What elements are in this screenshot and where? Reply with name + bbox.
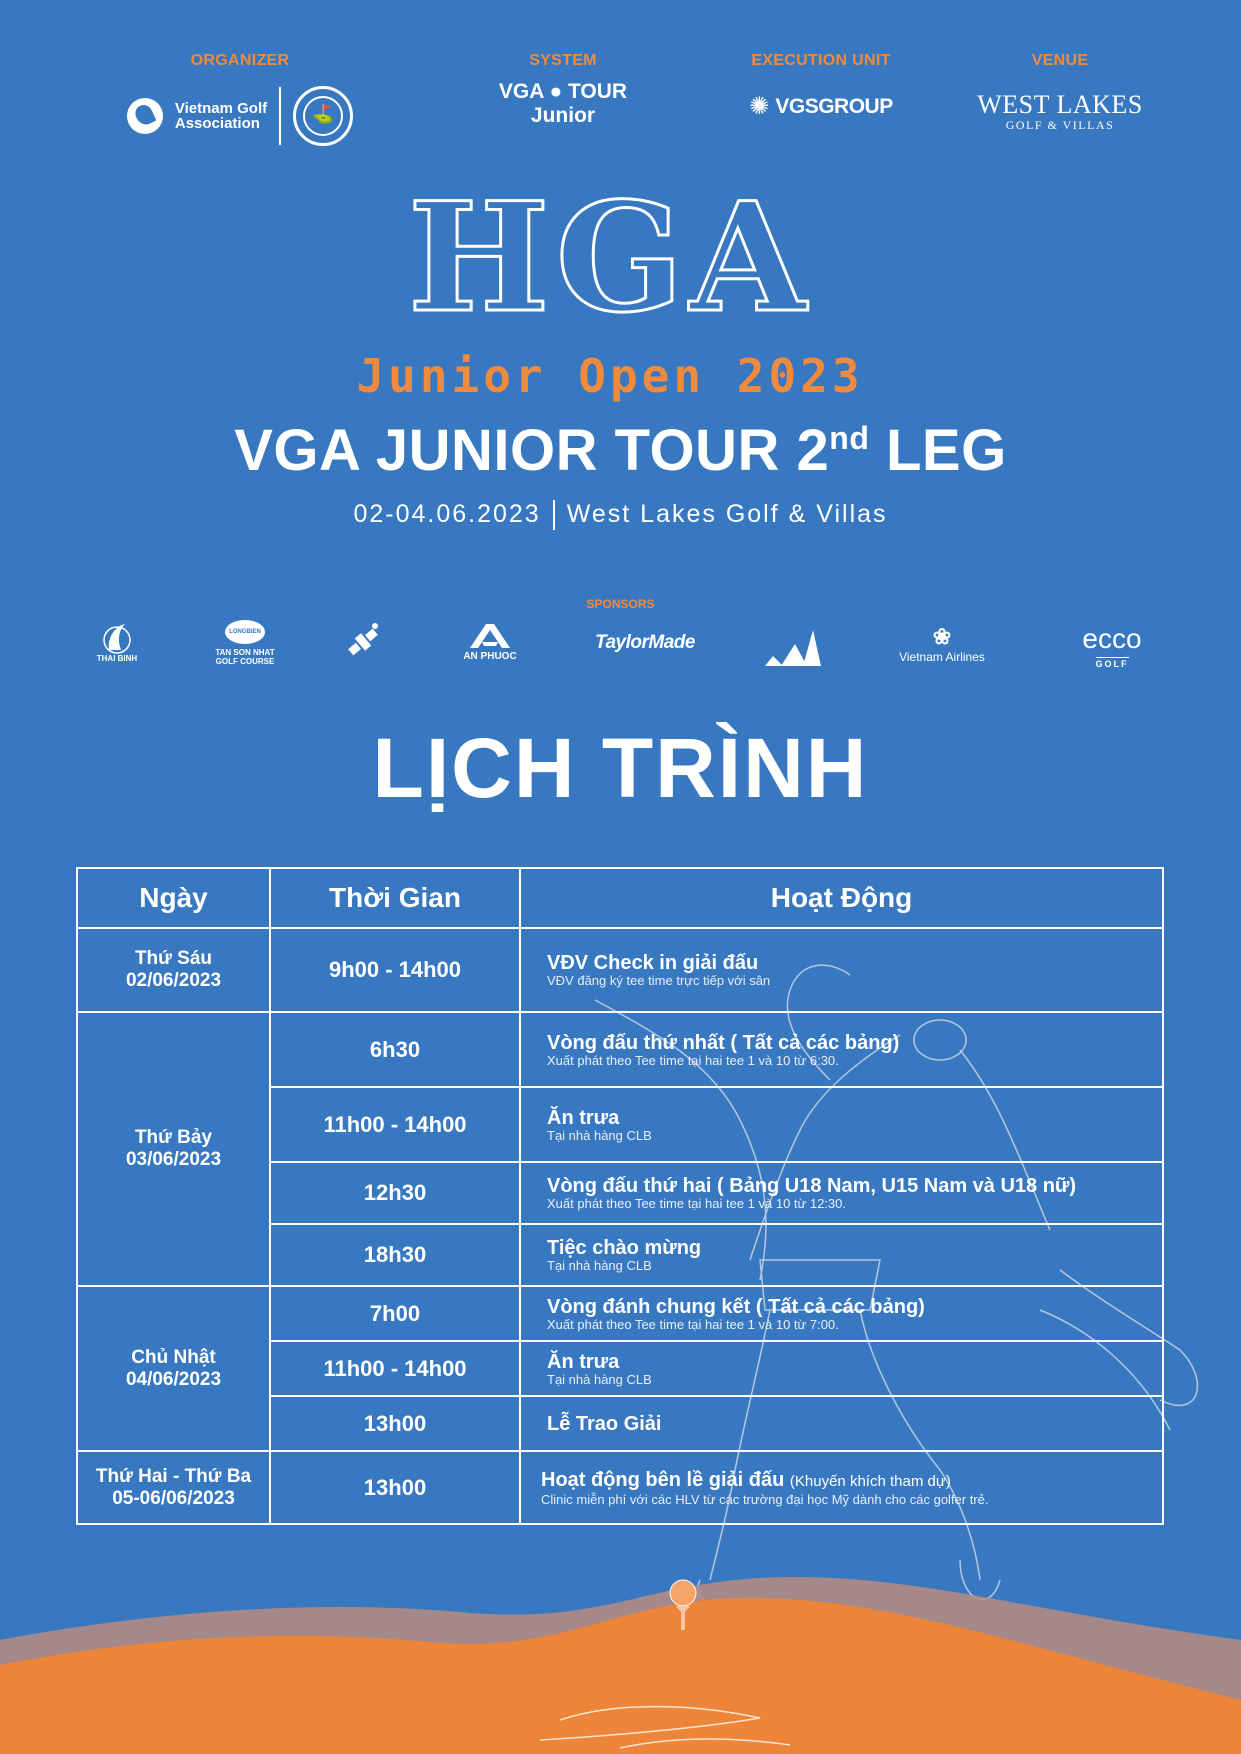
vgs-figures-icon: ✺ bbox=[749, 93, 770, 120]
event-dates: 02-04.06.2023 bbox=[353, 500, 541, 528]
ecco-golf-sub: GOLF bbox=[1095, 659, 1129, 669]
activity-detail: Clinic miễn phí với các HLV từ các trường đại học Mỹ dành cho các golfer trẻ. bbox=[541, 1491, 989, 1507]
lotus-logo-icon: ❀ bbox=[932, 624, 952, 649]
activity-detail: Tại nhà hàng CLB bbox=[547, 1127, 652, 1143]
sponsor-vietnam-airlines bbox=[882, 624, 1002, 664]
time-cell: 13h00 bbox=[270, 1396, 520, 1451]
thai-binh-label: THAI BINH bbox=[96, 654, 138, 663]
venue-block bbox=[970, 52, 1150, 133]
wave-front bbox=[0, 1598, 1241, 1754]
day-name: Thứ Bảy bbox=[134, 1127, 213, 1148]
activity-cell bbox=[520, 1012, 1163, 1087]
day-name: Thứ Hai - Thứ Ba bbox=[95, 1465, 252, 1487]
day-name: Thứ Sáu bbox=[134, 948, 213, 969]
tan-son-nhat-line1: TAN SON NHAT bbox=[215, 648, 275, 657]
activity-title: Ăn trưa bbox=[547, 1350, 620, 1373]
activity-note: (Khuyến khích tham dự) bbox=[789, 1472, 951, 1490]
taylormade-logo-text: TaylorMade bbox=[595, 632, 695, 653]
day-cell-sunday bbox=[77, 1286, 270, 1451]
activity-title: Vòng đánh chung kết ( Tất cả các bảng) bbox=[547, 1295, 925, 1318]
activity-title bbox=[541, 1469, 1162, 1493]
table-row bbox=[77, 1451, 1163, 1524]
activity-title-text: Hoạt động bên lề giải đấu bbox=[541, 1468, 785, 1491]
vga-tour-vga: VGA bbox=[498, 80, 544, 103]
activity-cell bbox=[520, 928, 1163, 1012]
schedule-title: LỊCH TRÌNH bbox=[372, 721, 869, 815]
activity-detail: Tại nhà hàng CLB bbox=[547, 1258, 652, 1273]
sponsor-ecco bbox=[1072, 624, 1152, 672]
sponsor-thai-binh bbox=[82, 620, 152, 663]
header-activity: Hoạt Động bbox=[520, 868, 1163, 928]
adidas-logo-icon bbox=[763, 628, 823, 668]
vga-logo-line1: Vietnam Golf bbox=[174, 100, 268, 117]
time-cell: 7h00 bbox=[270, 1286, 520, 1341]
day-cell-mon-tue bbox=[77, 1451, 270, 1524]
tan-son-nhat-line2: GOLF COURSE bbox=[215, 657, 275, 666]
longbien-logo-icon bbox=[225, 620, 265, 644]
activity-title: Lễ Trao Giải bbox=[547, 1412, 662, 1435]
table-row bbox=[77, 1012, 1163, 1087]
header-day: Ngày bbox=[77, 868, 270, 928]
system-caption: SYSTEM bbox=[529, 52, 597, 69]
west-lakes-sub: GOLF & VILLAS bbox=[1005, 118, 1115, 132]
vgs-logo bbox=[710, 92, 932, 121]
system-block bbox=[470, 52, 656, 128]
execution-caption: EXECUTION UNIT bbox=[751, 52, 891, 69]
time-cell: 11h00 - 14h00 bbox=[270, 1087, 520, 1162]
an-phuoc-logo-icon bbox=[466, 620, 514, 652]
activity-cell bbox=[520, 1341, 1163, 1396]
vga-tour-swoosh-icon: ● bbox=[549, 80, 563, 103]
wave-back bbox=[0, 1577, 1241, 1754]
activity-detail: Xuất phát theo Tee time tại hai tee 1 và 10 từ 7:00. bbox=[547, 1316, 839, 1332]
day-name: Chủ Nhật bbox=[131, 1346, 216, 1368]
vga-tour-tour: TOUR bbox=[567, 80, 628, 103]
system-logo bbox=[470, 80, 656, 128]
golf-ball-on-tee bbox=[670, 1580, 696, 1630]
time-cell: 13h00 bbox=[270, 1451, 520, 1524]
time-cell: 11h00 - 14h00 bbox=[270, 1341, 520, 1396]
activity-title: Vòng đấu thứ hai ( Bảng U18 Nam, U15 Nam và U18 nữ) bbox=[547, 1175, 1077, 1197]
sponsor-tan-son-nhat bbox=[205, 620, 285, 666]
activity-detail: VĐV đăng ký tee time trực tiếp với sân bbox=[547, 973, 771, 988]
activity-cell bbox=[520, 1451, 1163, 1524]
activity-title: VĐV Check in giải đấu bbox=[547, 952, 759, 974]
schedule-table bbox=[76, 867, 1164, 1525]
activity-title: Vòng đấu thứ nhất ( Tất cả các bảng) bbox=[547, 1031, 900, 1054]
vga-tour-junior: Junior bbox=[530, 104, 596, 127]
vietnam-airlines-label: Vietnam Airlines bbox=[899, 650, 985, 664]
hga-logo-title: HGA bbox=[407, 170, 813, 346]
satellite-logo-icon bbox=[343, 620, 383, 664]
time-cell: 9h00 - 14h00 bbox=[270, 928, 520, 1012]
ball-scribble bbox=[540, 1707, 790, 1748]
activity-cell bbox=[520, 1087, 1163, 1162]
sponsor-an-phuoc bbox=[455, 620, 525, 661]
ecco-logo-text: ecco bbox=[1082, 623, 1142, 654]
day-date: 03/06/2023 bbox=[125, 1149, 222, 1170]
vga-logo-icon bbox=[127, 98, 163, 134]
vgs-logo-text: VGSGROUP bbox=[775, 94, 893, 118]
tour-title bbox=[0, 418, 1241, 484]
time-cell: 18h30 bbox=[270, 1224, 520, 1286]
activity-detail: Xuất phát theo Tee time tại hai tee 1 và 10 từ 12:30. bbox=[547, 1196, 846, 1211]
table-row bbox=[77, 1286, 1163, 1341]
thai-binh-logo-icon bbox=[99, 620, 135, 654]
time-cell: 12h30 bbox=[270, 1162, 520, 1224]
schedule-header-row bbox=[77, 868, 1163, 928]
vga-tour-logo bbox=[499, 80, 627, 104]
hga-seal-icon: ⛳ bbox=[293, 86, 353, 146]
execution-block bbox=[710, 52, 932, 121]
activity-title: Ăn trưa bbox=[547, 1106, 620, 1129]
event-venue: West Lakes Golf & Villas bbox=[566, 500, 888, 528]
logo-divider bbox=[279, 87, 281, 145]
organizer-logos bbox=[100, 86, 380, 146]
activity-detail: Xuất phát theo Tee time tại hai tee 1 và 10 từ 6:30. bbox=[547, 1052, 839, 1068]
tour-title-sup: nd bbox=[829, 420, 870, 456]
vga-logo-text bbox=[175, 101, 267, 131]
activity-detail: Tại nhà hàng CLB bbox=[547, 1371, 652, 1387]
time-cell: 6h30 bbox=[270, 1012, 520, 1087]
day-cell-friday bbox=[77, 928, 270, 1012]
event-dates-venue bbox=[0, 500, 1241, 530]
dates-divider bbox=[553, 500, 555, 530]
sponsors-caption: SPONSORS bbox=[586, 597, 655, 611]
activity-cell bbox=[520, 1286, 1163, 1341]
west-lakes-logo bbox=[970, 92, 1150, 133]
venue-caption: VENUE bbox=[1031, 52, 1089, 69]
organizer-caption: ORGANIZER bbox=[190, 52, 290, 69]
longbien-badge: LONGBIEN bbox=[229, 629, 261, 635]
day-date: 04/06/2023 bbox=[125, 1368, 222, 1390]
header-time: Thời Gian bbox=[270, 868, 520, 928]
west-lakes-name: WEST LAKES bbox=[977, 90, 1143, 119]
sponsor-adidas bbox=[762, 628, 824, 668]
day-cell-saturday bbox=[77, 1012, 270, 1286]
activity-cell bbox=[520, 1224, 1163, 1286]
organizer-block bbox=[100, 52, 380, 146]
day-date: 05-06/06/2023 bbox=[112, 1487, 235, 1509]
sponsor-satellite bbox=[338, 620, 388, 664]
tour-title-end: LEG bbox=[869, 418, 1007, 483]
activity-cell bbox=[520, 1396, 1163, 1451]
tour-title-main: VGA JUNIOR TOUR 2 bbox=[234, 418, 830, 483]
day-date: 02/06/2023 bbox=[125, 970, 222, 991]
junior-open-title: Junior Open 2023 bbox=[356, 349, 864, 403]
sponsor-taylormade bbox=[585, 632, 705, 654]
table-row bbox=[77, 928, 1163, 1012]
activity-title: Tiệc chào mừng bbox=[547, 1237, 702, 1259]
an-phuoc-label: AN PHUOC bbox=[463, 651, 517, 662]
activity-cell bbox=[520, 1162, 1163, 1224]
vga-logo-line2: Association bbox=[174, 115, 260, 132]
